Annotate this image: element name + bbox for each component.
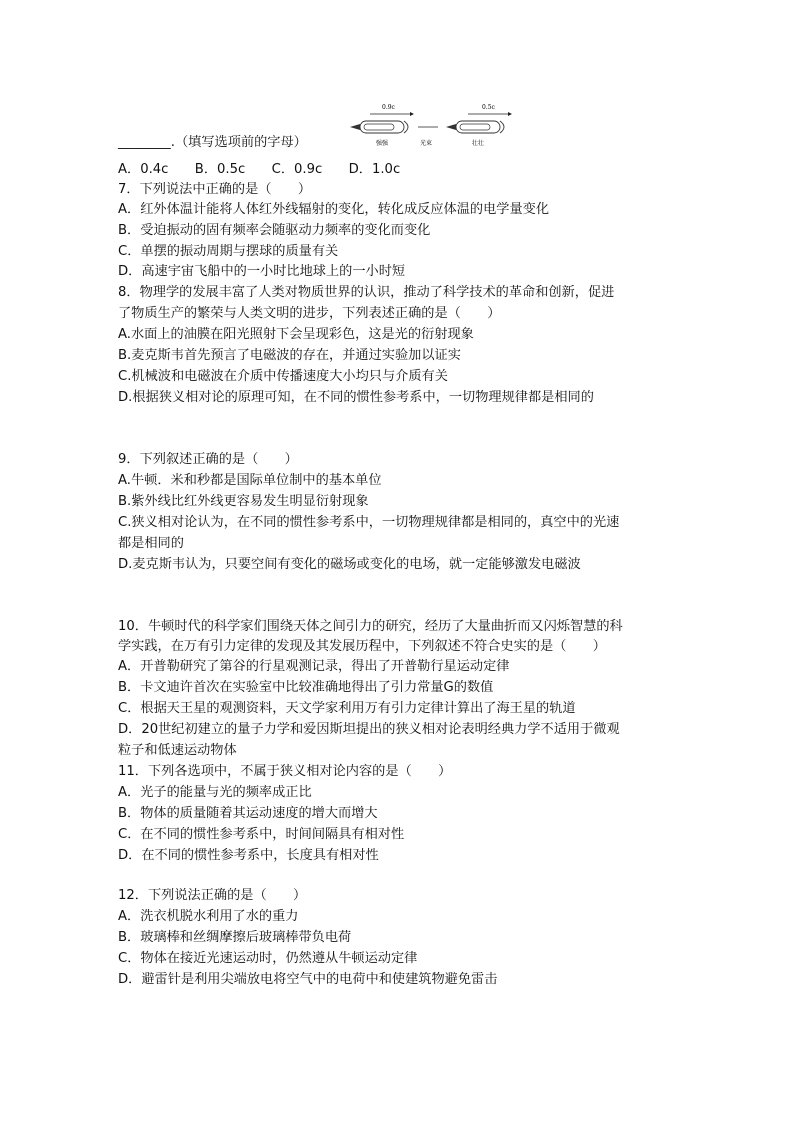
left-spaceship-icon [350,121,408,133]
q7-stem: 7．下列说法中正确的是（ ） [118,182,312,197]
speed-left-label: 0.9c [382,104,395,111]
q9-option-c-line1: C.狭义相对论认为，在不同的惯性参考系中，一切物理规律都是相同的，真空中的光速 [118,515,620,530]
q10-option-d-line1: D．20世纪初建立的量子力学和爱因斯坦提出的狭义相对论表明经典力学不适用于微观 [118,722,620,737]
q12-option-c: C．物体在接近光速运动时，仍然遵从牛顿运动定律 [118,951,418,966]
q8-stem-line2: 了物质生产的繁荣与人类文明的进步，下列表述正确的是（ ） [118,306,501,321]
q12-option-d: D．避雷针是利用尖端放电将空气中的电荷中和使建筑物避免雷击 [118,972,498,987]
q10-option-d-line2: 粒子和低速运动物体 [118,743,237,758]
q12-option-b: B．玻璃棒和丝绸摩擦后玻璃棒带负电荷 [118,930,352,945]
spaceship-figure [340,100,520,150]
q8-option-a: A.水面上的油膜在阳光照射下会呈现彩色，这是光的衍射现象 [118,327,474,342]
q10-stem-line2: 学实践，在万有引力定律的发现及其发展历程中，下列叙述不符合史实的是（ ） [118,639,606,654]
label-right-person: 壮壮 [472,140,485,147]
q9-option-a: A.牛顿．米和秒都是国际单位制中的基本单位 [118,473,382,488]
q9-option-d: D.麦克斯韦认为，只要空间有变化的磁场或变化的电场，就一定能够激发电磁波 [118,557,581,572]
q8-option-c: C.机械波和电磁波在介质中传播速度大小均只与介质有关 [118,369,448,384]
q11-option-d: D．在不同的惯性参考系中，长度具有相对性 [118,848,379,863]
q6-answer-line [118,133,307,153]
q12-option-a: A．洗衣机脱水利用了水的重力 [118,909,299,924]
q8-option-b: B.麦克斯韦首先预言了电磁波的存在，并通过实验加以证实 [118,348,461,363]
q9-stem: 9．下列叙述正确的是（ ） [118,452,298,467]
q12-stem: 12．下列说法正确的是（ ） [118,888,307,903]
right-spaceship-icon [446,121,504,133]
answer-blank: ________ [118,135,171,150]
q9-option-c-line2: 都是相同的 [118,536,184,551]
q10-option-a: A．开普勒研究了第谷的行星观测记录，得出了开普勒行星运动定律 [118,659,510,674]
speed-left-arrowhead [410,112,414,116]
label-light-beam: 光束 [420,140,433,147]
q7-option-a: A．红外体温计能将人体红外线辐射的变化，转化成反应体温的电学量变化 [118,202,550,217]
q7-option-c: C．单摆的振动周期与摆球的质量有关 [118,244,339,259]
q10-option-c: C．根据天王星的观测资料，天文学家利用万有引力定律计算出了海王星的轨道 [118,701,576,716]
label-left-person: 强强 [376,140,389,147]
q7-option-b: B．受迫振动的固有频率会随驱动力频率的变化而变化 [118,223,431,238]
q6-instruction: .（填写选项前的字母） [170,135,307,150]
q6-options: A．0.4c B．0.5c C．0.9c D．1.0c [118,162,401,177]
q11-option-a: A．光子的能量与光的频率成正比 [118,785,312,800]
q11-option-c: C．在不同的惯性参考系中，时间间隔具有相对性 [118,827,405,842]
q9-option-b: B.紫外线比红外线更容易发生明显衍射现象 [118,494,369,509]
q7-option-d: D．高速宇宙飞船中的一小时比地球上的一小时短 [118,264,406,279]
q8-option-d: D.根据狭义相对论的原理可知，在不同的惯性参考系中，一切物理规律都是相同的 [118,390,594,405]
speed-right-label: 0.5c [482,104,495,111]
q11-option-b: B．物体的质量随着其运动速度的增大而增大 [118,806,378,821]
q8-stem-line1: 8．物理学的发展丰富了人类对物质世界的认识，推动了科学技术的革命和创新，促进 [118,285,615,300]
q11-stem: 11．下列各选项中，不属于狭义相对论内容的是（ ） [118,764,452,779]
q10-stem-line1: 10．牛顿时代的科学家们围绕天体之间引力的研究，经历了大量曲折而又闪烁智慧的科 [118,619,623,634]
speed-right-arrowhead [508,112,512,116]
q10-option-b: B．卡文迪许首次在实验室中比较准确地得出了引力常量G的数值 [118,680,494,695]
